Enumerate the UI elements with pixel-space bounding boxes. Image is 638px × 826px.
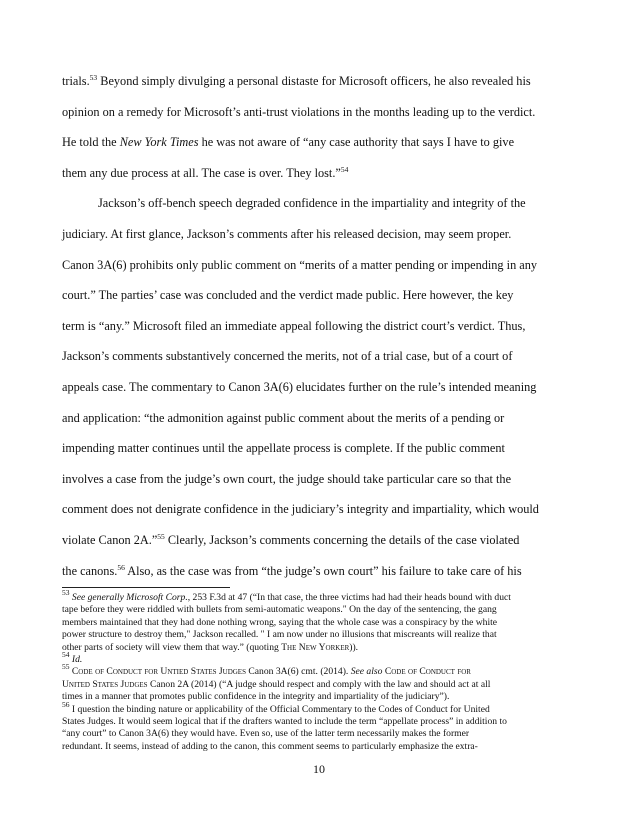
italic-title: New York Times xyxy=(119,135,199,150)
body-line: comment does not denigrate confidence in the judiciary’s integrity and impartiality, which would xyxy=(62,502,539,517)
body-line: the canons.$^{56}$ Also, as the case was from “the judge’s own court” his failure to take care of his xyxy=(62,562,522,578)
footnote-ref[interactable]: 54 xyxy=(340,164,349,174)
body-line: judiciary. At first glance, Jackson’s comments after his released decision, may seem proper. xyxy=(62,226,512,241)
body-line: court.” The parties’ case was concluded and the verdict made public. Here however, the key xyxy=(62,288,514,303)
footnote-number: 53 xyxy=(62,588,70,597)
footnote-ref[interactable]: 55 xyxy=(157,531,165,541)
body-line: trials.$^{53}$ Beyond simply divulging a personal distaste for Microsoft officers, he also revealed his xyxy=(62,73,531,88)
body-line: Jackson’s off-bench speech degraded confidence in the impartiality and integrity of the xyxy=(98,196,526,211)
body-text xyxy=(62,66,582,586)
footnote-number: 54 xyxy=(62,650,70,660)
body-line: violate Canon 2A.”$^{55}$ Clearly, Jackson’s comments concerning the details of the case violated xyxy=(62,531,520,547)
body-line: and application: “the admonition against public comment about the merits of a pending or xyxy=(62,410,505,425)
body-line: opinion on a remedy for Microsoft’s anti-trust violations in the months leading up to the verdict. xyxy=(62,104,536,119)
body-line: Canon 3A(6) prohibits only public comment on “merits of a matter pending or impending in any xyxy=(62,257,538,272)
footnote-number: 56 xyxy=(62,699,70,709)
body-line: appeals case. The commentary to Canon 3A(6) elucidates further on the rule’s intended meaning xyxy=(62,379,537,394)
footnote-ref[interactable]: 56 xyxy=(117,562,125,572)
footnote-number: 55 xyxy=(62,662,70,672)
footnotes xyxy=(62,588,582,753)
body-line: involves a case from the judge’s own court, the judge should take particular care so that the xyxy=(62,471,512,486)
footnote-55: $^{55}$ Code of Conduct for Untied States Judges Canon 3A(6) cmt. (2014). See also Code of Conduct for United States Judges Canon 2A (2014) (“A judge should respect and comply with the law and should act at all times in a manner that promotes public confidence in the integrity and impartiality of the judiciary”). xyxy=(62,662,491,703)
body-line: Jackson’s comments substantively concerned the merits, not of a trial case, but of a court of xyxy=(62,349,513,364)
footnote-ref[interactable]: 53 xyxy=(89,73,98,82)
body-line: He told the New York Times he was not aware of “any case authority that says I have to give xyxy=(62,135,515,150)
page-number: 10 xyxy=(313,762,325,776)
body-line: term is “any.” Microsoft filed an immediate appeal following the district court’s verdict. Thus, xyxy=(62,318,526,333)
body-line: impending matter continues until the appellate process is complete. If the public comment xyxy=(62,441,505,456)
footnote-53: $^{53}$ See generally Microsoft Corp., 253 F.3d at 47 (“In that case, the three victims had had their heads bound with duct tape before they were riddled with bullets from semi-automatic weapons." On the day of the sentencing, the gang members maintained that they had done nothing wrong, saying that the whole case was a conspiracy by the white power structure to destroy them," Jackson recalled. " I am now under no illusions that miscreants will realize that other parts of society will view them that way.” (quoting The New Yorker)). xyxy=(62,588,511,653)
footnote-54: $^{54}$ Id. xyxy=(62,650,83,666)
body-line: them any due process at all. The case is over. They lost.”$^{54}$ xyxy=(62,164,349,180)
footnote-56: $^{56}$ I question the binding nature or applicability of the Official Commentary to the Codes of Conduct for United States Judges. It would seem logical that if the drafters wanted to include the term “appellate process” in addition to “any court” to Canon 3A(6) they would have. Even so, use of the latter term necessarily makes the former redundant. It seems, instead of adding to the canon, this comment seems to particularly emphasize the extra- xyxy=(62,699,507,752)
footnote-divider xyxy=(62,587,230,588)
